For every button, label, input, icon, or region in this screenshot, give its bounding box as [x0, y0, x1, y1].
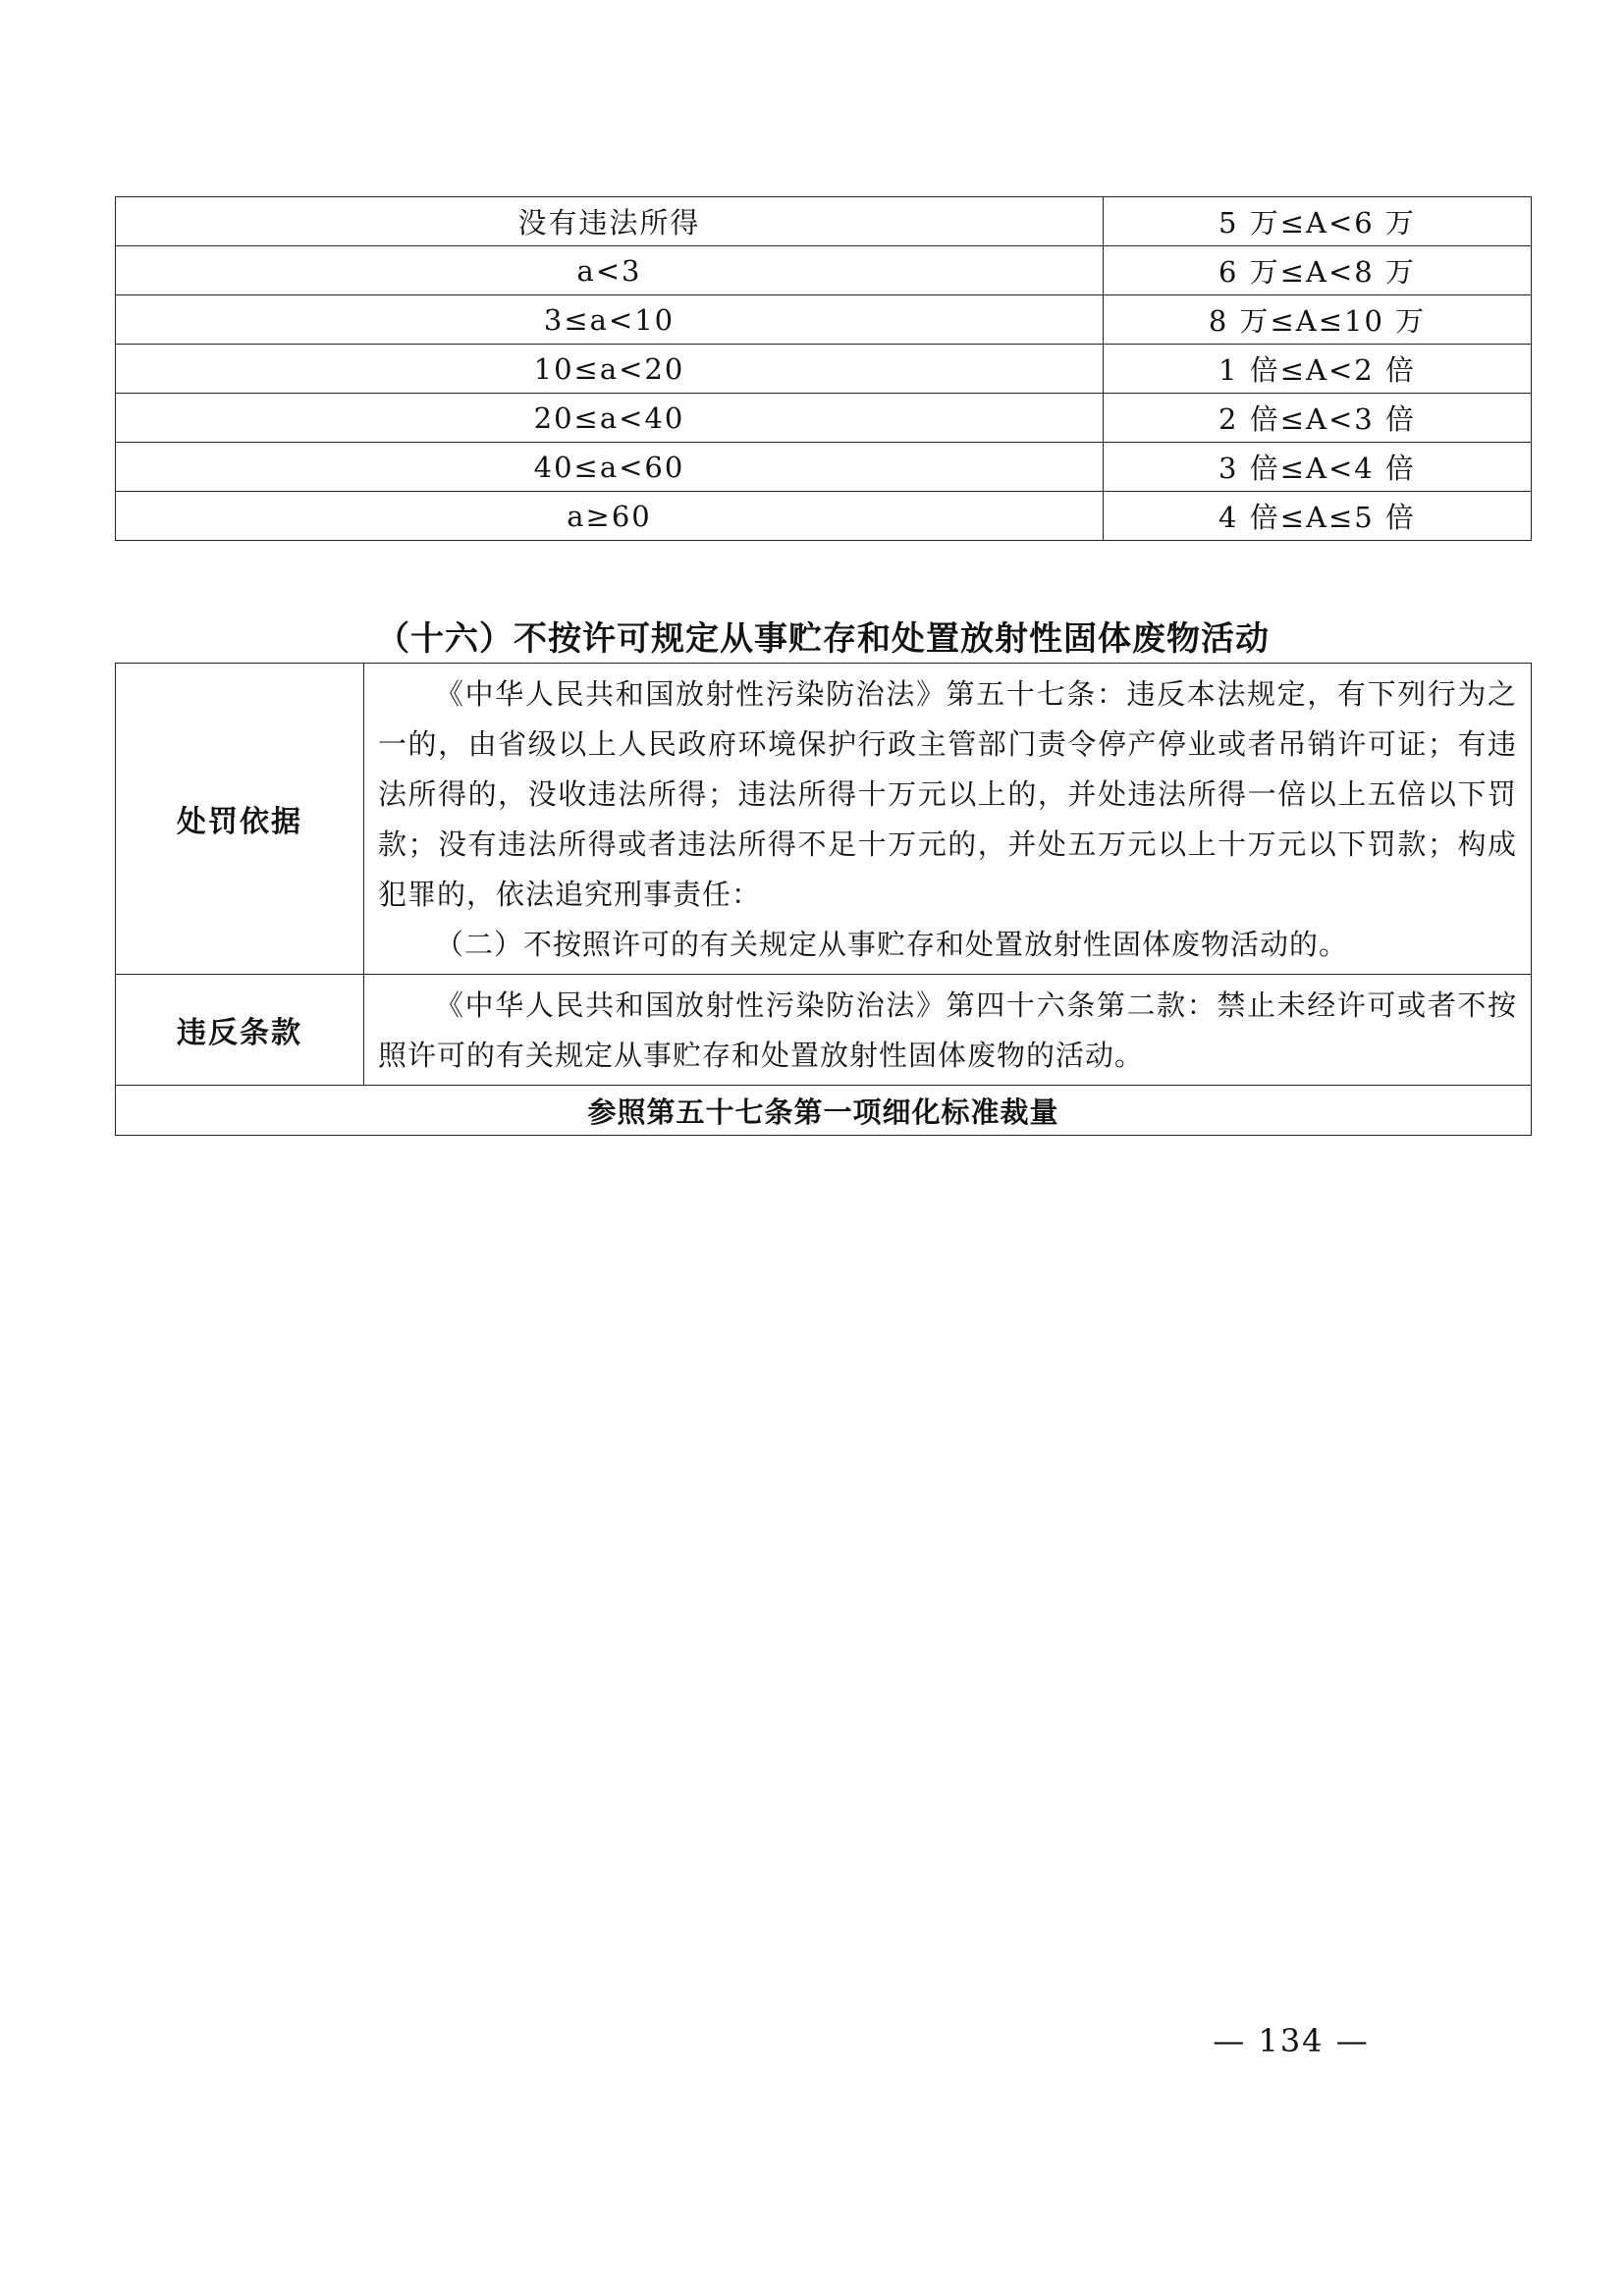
condition-cell: a<3	[116, 246, 1104, 295]
fine-scale-table	[115, 196, 1532, 541]
law-basis-table	[115, 663, 1532, 1136]
condition-cell: 20≤a<40	[116, 394, 1104, 443]
penalty-basis-item: （二）不按照许可的有关规定从事贮存和处置放射性固体废物活动的。	[435, 928, 1349, 961]
condition-cell: 3≤a<10	[116, 295, 1104, 345]
page-number: — 134 —	[1213, 2022, 1370, 2059]
condition-cell: a≥60	[116, 492, 1104, 541]
condition-cell: 没有违法所得	[116, 197, 1104, 246]
table-row	[116, 197, 1532, 246]
table-row	[116, 394, 1532, 443]
fine-cell: 4 倍≤A≤5 倍	[1104, 492, 1532, 541]
table-row	[116, 492, 1532, 541]
penalty-basis-label: 处罚依据	[116, 664, 364, 975]
section-heading: （十六）不按许可规定从事贮存和处置放射性固体废物活动	[376, 619, 1270, 659]
violation-clause-content	[364, 975, 1532, 1086]
fine-cell: 3 倍≤A<4 倍	[1104, 443, 1532, 492]
table-row	[116, 345, 1532, 394]
violation-clause-row	[116, 975, 1532, 1086]
fine-cell: 6 万≤A<8 万	[1104, 246, 1532, 295]
discretion-footer-row	[116, 1086, 1532, 1136]
penalty-basis-paragraph: 《中华人民共和国放射性污染防治法》第五十七条：违反本法规定，有下列行为之一的，由省级以上人民政府环境保护行政主管部门责令停产停业或者吊销许可证；有违法所得的，没收违法所得；违法所得十万元以上的，并处违法所得一倍以上五倍以下罚款；没有违法所得或者违法所得不足十万元的，并处五万元以上十万元以下罚款；构成犯罪的，依法追究刑事责任：	[378, 677, 1517, 911]
table-row	[116, 443, 1532, 492]
fine-cell: 2 倍≤A<3 倍	[1104, 394, 1532, 443]
condition-cell: 10≤a<20	[116, 345, 1104, 394]
penalty-basis-content	[364, 664, 1532, 975]
penalty-basis-row	[116, 664, 1532, 975]
fine-cell: 1 倍≤A<2 倍	[1104, 345, 1532, 394]
violation-clause-paragraph: 《中华人民共和国放射性污染防治法》第四十六条第二款：禁止未经许可或者不按照许可的有关规定从事贮存和处置放射性固体废物的活动。	[378, 988, 1517, 1072]
violation-clause-label: 违反条款	[116, 975, 364, 1086]
table-row	[116, 246, 1532, 295]
condition-cell: 40≤a<60	[116, 443, 1104, 492]
fine-cell: 8 万≤A≤10 万	[1104, 295, 1532, 345]
table-row	[116, 295, 1532, 345]
fine-cell: 5 万≤A<6 万	[1104, 197, 1532, 246]
discretion-note: 参照第五十七条第一项细化标准裁量	[116, 1086, 1532, 1136]
